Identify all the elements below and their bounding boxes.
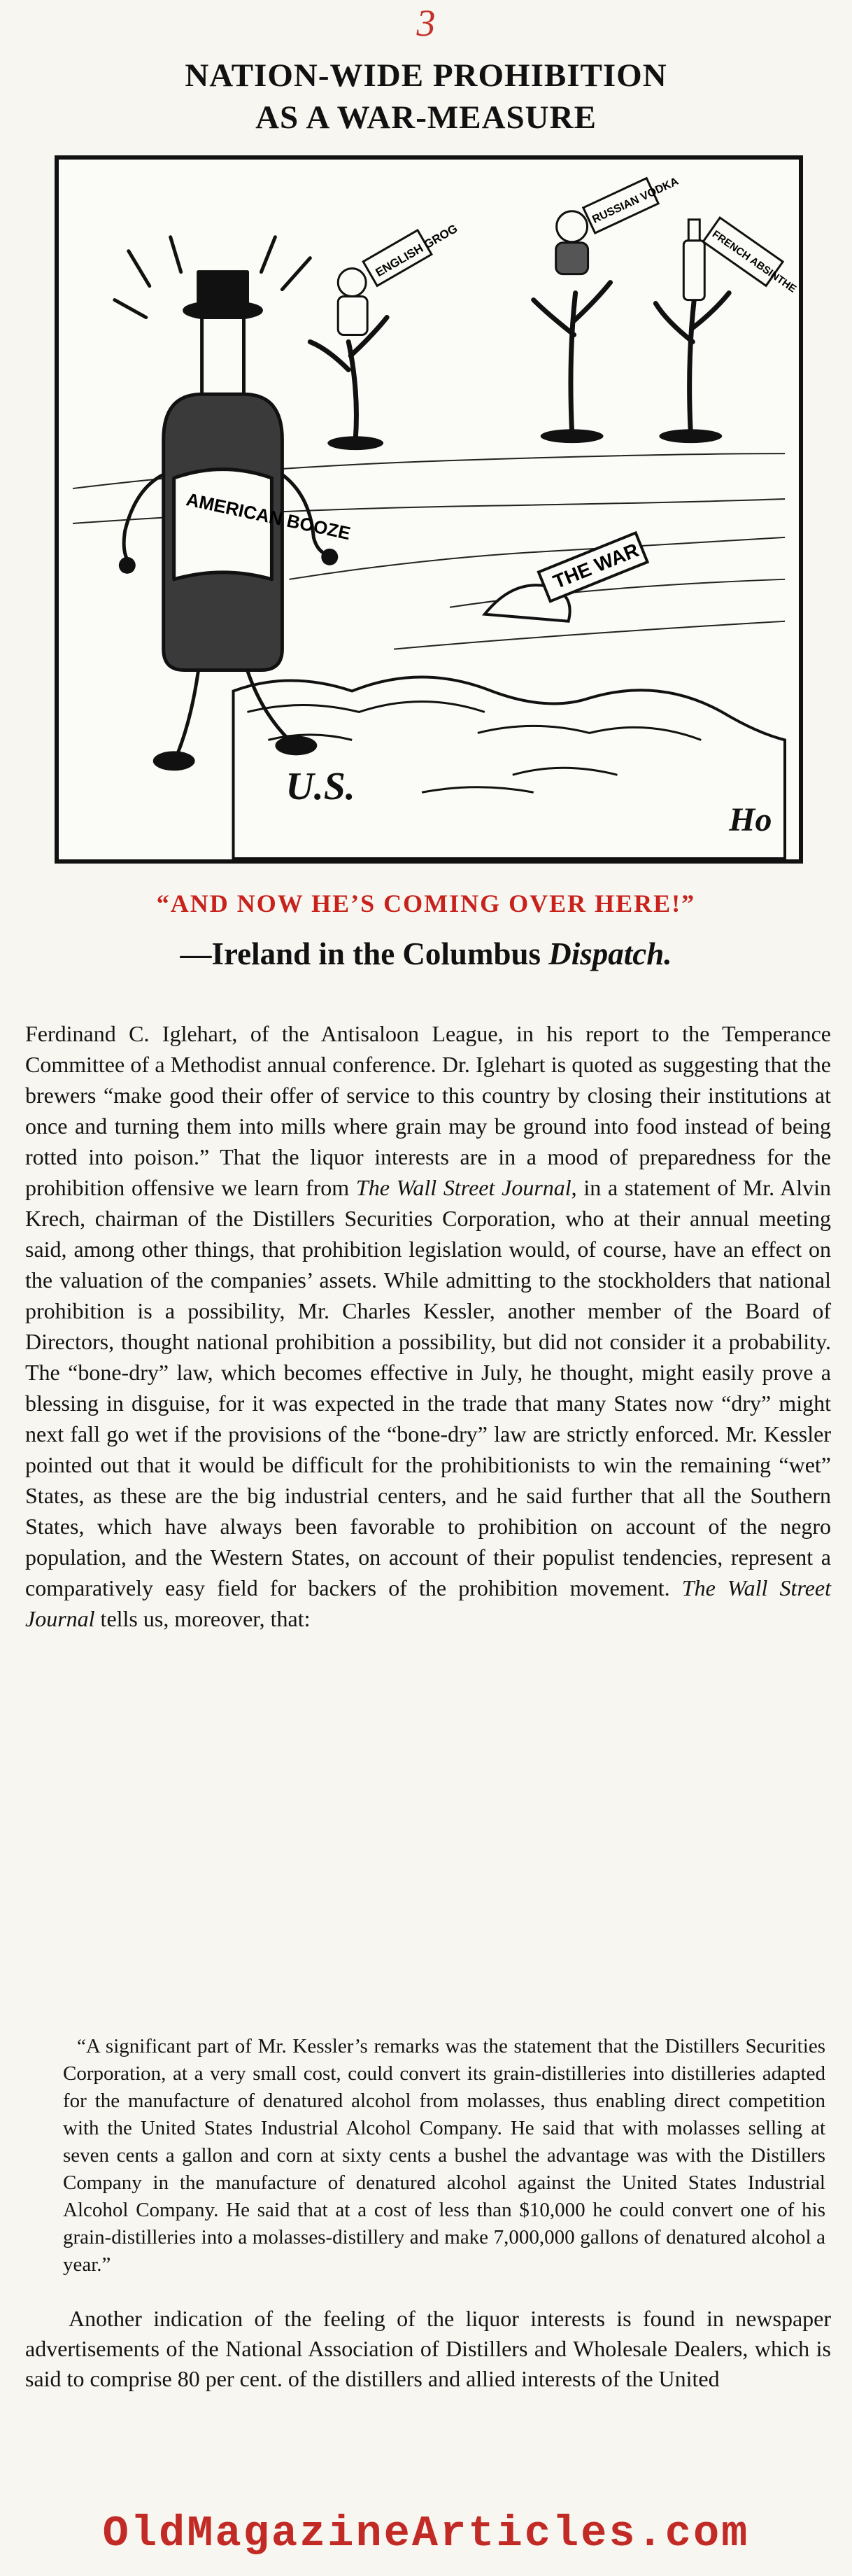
artist-signature: Ho bbox=[729, 801, 772, 839]
editorial-cartoon bbox=[55, 155, 803, 864]
sign-french-absinthe: FRENCH ABSINTHE bbox=[709, 228, 799, 295]
site-watermark: OldMagazineArticles.com bbox=[102, 2509, 750, 2559]
bottle-label-line: AMERICAN BOOZE bbox=[184, 490, 353, 544]
cartoon-drawing bbox=[59, 160, 799, 859]
sign-english-grog: ENGLISH GROG bbox=[373, 221, 460, 280]
credit-publication: Dispatch. bbox=[548, 936, 672, 971]
closing-paragraph: Another indication of the feeling of the liquor interests is found in newspaper advertisements of the National Association of Distillers and Wholesale Dealers, which is said to comprise 80 per cent. of the distillers and allied interests of the United bbox=[25, 2306, 831, 2391]
credit-prefix: —Ireland in the Columbus bbox=[180, 936, 549, 971]
headline-line-2: AS A WAR-MEASURE bbox=[255, 99, 597, 136]
headline bbox=[0, 55, 852, 139]
paragraph-text: tells us, moreover, that: bbox=[94, 1606, 311, 1631]
cartoon-caption-credit bbox=[0, 936, 852, 972]
publication-name: The Wall Street Journal bbox=[355, 1175, 571, 1200]
quote-text: “A significant part of Mr. Kessler’s remarks was the statement that the Distillers Securities Corporation, at a very small cost, could convert its grain-distilleries into distilleries adapted for the manufacture of denatured alcohol from molasses, thus enabling direct competition with the United States Industrial Alcohol Company. He said that with molasses selling at seven cents a gallon and corn at sixty cents a bushel the advantage was with the Distillers Company in the manufacture of denatured alcohol against the United States Industrial Alcohol Company. He said that at a cost of less than $10,000 he could convert one of his grain-distilleries into a molasses-distillery and make 7,000,000 gallons of denatured alcohol a year.” bbox=[63, 2035, 825, 2276]
land-label: U.S. bbox=[285, 765, 355, 809]
publication-name: The Wall Street Journal bbox=[25, 1575, 832, 1631]
block-quote bbox=[63, 2033, 825, 2279]
paragraph-text: , in a statement of Mr. Alvin Krech, chairman of the Distillers Securities Corporation, who at their annual meeting said, among other things, that prohibition legislation would, of course, have an effect on the valuation of the companies’ assets. While admitting to the stockholders that national prohibition is a possibility, Mr. Charles Kessler, another member of the Board of Directors, thought national prohibition a possibility, but did not consider it a probability. The “bone-dry” law, which becomes effective in July, he thought, might easily prove a blessing in disguise, for it was expected in the trade that many States now “dry” might next fall go wet if the provisions of the “bone-dry” law are strictly enforced. Mr. Kessler pointed out that it would be difficult for the prohibitionists to win the remaining “wet” States, as these are the big industrial centers, and he said further that all the Southern States, which have always been favorable to prohibition on account of the negro population, and the Western States, on account of their populist tendencies, represent a comparatively easy field for backers of the prohibition movement. bbox=[25, 1175, 832, 1600]
paragraph-text: Ferdinand C. Iglehart, of the Antisaloon League, in his report to the Temperance Committee of a Methodist annual conference. Dr. Iglehart is quoted as suggesting that the brewers “make good their offer of service to this country by closing their institutions at once and turning them into mills where grain may be ground into food instead of being rotted into poison.” That the liquor interests are in a mood of preparedness for the prohibition offensive we learn from bbox=[25, 1021, 831, 1200]
wreck-label: THE WAR bbox=[550, 539, 642, 593]
page-number: 3 bbox=[416, 2, 436, 44]
cartoon-caption-quote: “AND NOW HE’S COMING OVER HERE!” bbox=[156, 889, 696, 917]
headline-line-1: NATION-WIDE PROHIBITION bbox=[185, 57, 667, 94]
sign-russian-vodka: RUSSIAN VODKA bbox=[590, 175, 681, 226]
article-body bbox=[25, 1018, 831, 1634]
article-paragraph-1 bbox=[25, 1018, 831, 1634]
